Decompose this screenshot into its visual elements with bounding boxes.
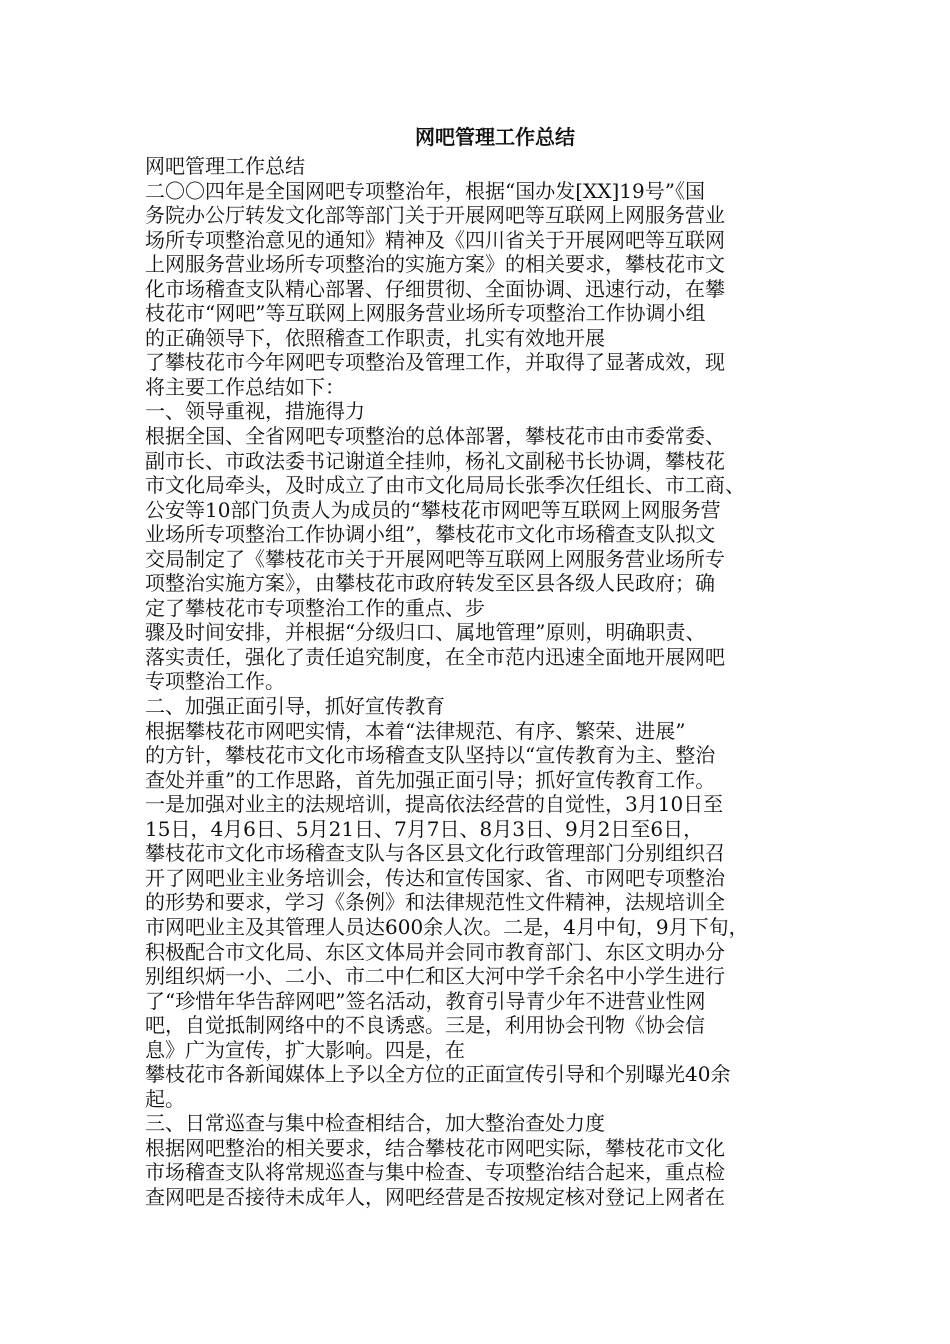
body-line: 一是加强对业主的法规培训，提高依法经营的自觉性，3月10日至: [145, 792, 724, 817]
body-line: 攀枝花市文化市场稽查支队与各区县文化行政管理部门分别组织召: [145, 841, 725, 866]
body-line: 务院办公厅转发文化部等部门关于开展网吧等互联网上网服务营业: [145, 203, 725, 228]
body-line: 别组织炳一小、二小、市二中仁和区大河中学千余名中小学生进行: [145, 964, 725, 989]
body-line: 了“珍惜年华告辞网吧”签名活动，教育引导青少年不进营业性网: [145, 988, 706, 1013]
body-line: 落实责任，强化了责任追究制度，在全市范内迅速全面地开展网吧: [145, 644, 725, 669]
body-line: 查网吧是否接待未成年人，网吧经营是否按规定核对登记上网者在: [145, 1184, 725, 1209]
body-line: 三、日常巡查与集中检查相结合，加大整治查处力度: [145, 1111, 605, 1136]
document-page: [145, 122, 825, 1210]
body-line: 攀枝花市各新闻媒体上予以全方位的正面宣传引导和个别曝光40余: [145, 1062, 731, 1087]
body-line: 开了网吧业主业务培训会，传达和宣传国家、省、市网吧专项整治: [145, 865, 725, 890]
body-line: 息》广为宣传，扩大影响。四是，在: [145, 1037, 465, 1062]
document-title: 网吧管理工作总结: [415, 125, 575, 149]
body-line: 市文化局牵头，及时成立了由市文化局局长张季次任组长、市工商、: [145, 473, 745, 498]
body-line: 的方针，攀枝花市文化市场稽查支队坚持以“宣传教育为主、整治: [145, 743, 716, 768]
body-line: 骤及时间安排，并根据“分级归口、属地管理”原则，明确职责、: [145, 620, 706, 645]
body-line: 公安等10部门负责人为成员的“攀枝花市网吧等互联网上网服务营: [145, 497, 721, 522]
body-line: 业场所专项整治工作协调小组”，攀枝花市文化市场稽查支队拟文: [145, 522, 716, 547]
document-body: [145, 154, 825, 1210]
body-line: 根据全国、全省网吧专项整治的总体部署，攀枝花市由市委常委、: [145, 424, 725, 449]
body-line: 吧，自觉抵制网络中的不良诱惑。三是，利用协会刊物《协会信: [145, 1013, 705, 1038]
body-line: 交局制定了《攀枝花市关于开展网吧等互联网上网服务营业场所专: [145, 546, 725, 571]
body-line: 场所专项整治意见的通知》精神及《四川省关于开展网吧等互联网: [145, 227, 725, 252]
body-line: 化市场稽查支队精心部署、仔细贯彻、全面协调、迅速行动，在攀: [145, 276, 725, 301]
body-line: 二〇〇四年是全国网吧专项整治年，根据“国办发[XX]19号”《国: [145, 178, 705, 203]
body-line: 根据网吧整治的相关要求，结合攀枝花市网吧实际，攀枝花市文化: [145, 1135, 725, 1160]
body-line: 枝花市“网吧”等互联网上网服务营业场所专项整治工作协调小组: [145, 301, 706, 326]
body-line: 上网服务营业场所专项整治的实施方案》的相关要求，攀枝花市文: [145, 252, 725, 277]
body-line: 副市长、市政法委书记谢道全挂帅，杨礼文副秘书长协调，攀枝花: [145, 448, 725, 473]
body-line: 一、领导重视，措施得力: [145, 399, 365, 424]
body-line: 专项整治工作。: [145, 669, 285, 694]
body-line: 市网吧业主及其管理人员达600余人次。二是，4月中旬，9月下旬，: [145, 914, 749, 939]
body-line: 项整治实施方案》，由攀枝花市政府转发至区县各级人民政府；确: [145, 571, 715, 596]
body-line: 网吧管理工作总结: [145, 154, 305, 178]
body-line: 将主要工作总结如下：: [145, 374, 345, 399]
body-line: 市场稽查支队将常规巡查与集中检查、专项整治结合起来，重点检: [145, 1160, 725, 1185]
body-line: 根据攀枝花市网吧实情，本着“法律规范、有序、繁荣、进展”: [145, 718, 686, 743]
body-line: 积极配合市文化局、东区文体局并会同市教育部门、东区文明办分: [145, 939, 725, 964]
body-line: 查处并重”的工作思路，首先加强正面引导；抓好宣传教育工作。: [145, 767, 716, 792]
body-line: 定了攀枝花市专项整治工作的重点、步: [145, 595, 485, 620]
body-line: 二、加强正面引导，抓好宣传教育: [145, 694, 445, 719]
body-line: 的正确领导下，依照稽查工作职责，扎实有效地开展: [145, 325, 605, 350]
body-line: 的形势和要求，学习《条例》和法律规范性文件精神，法规培训全: [145, 890, 725, 915]
body-line: 了攀枝花市今年网吧专项整治及管理工作，并取得了显著成效，现: [145, 350, 725, 375]
body-line: 起。: [145, 1086, 185, 1111]
body-line: 15日，4月6日、5月21日、7月7日、8月3日、9月2日至6日，: [145, 816, 704, 841]
